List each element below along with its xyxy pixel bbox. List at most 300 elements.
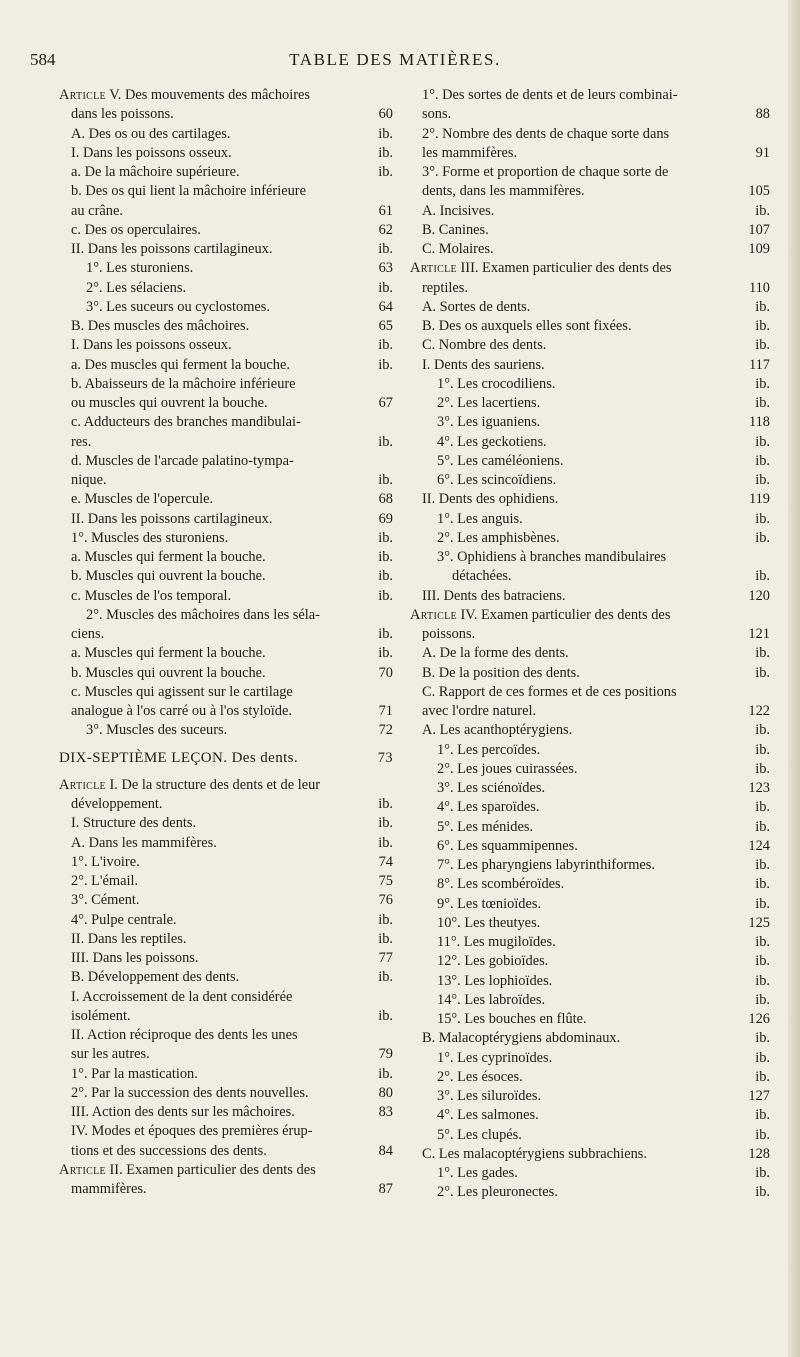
left-column bbox=[59, 86, 393, 1199]
entry-page-number: ib. bbox=[755, 298, 770, 315]
entry-text bbox=[59, 664, 393, 683]
entry-page-number: 119 bbox=[748, 491, 770, 508]
entry-title: tions et des successions des dents. bbox=[71, 1142, 267, 1159]
entry-title: IV. Examen particulier des dents des bbox=[456, 606, 671, 623]
entry-page-number: ib. bbox=[755, 1126, 770, 1143]
entry-text bbox=[59, 240, 393, 259]
toc-entry bbox=[410, 875, 770, 894]
entry-text bbox=[59, 891, 393, 910]
entry-page-number: ib. bbox=[755, 645, 770, 662]
entry-page-number: ib. bbox=[755, 1049, 770, 1066]
entry-page-number: 118 bbox=[748, 414, 770, 431]
entry-text bbox=[410, 86, 770, 105]
entry-text bbox=[410, 952, 770, 971]
entry-text bbox=[59, 606, 393, 625]
entry-title: III. Dents des batraciens. bbox=[422, 587, 566, 604]
toc-entry bbox=[410, 317, 770, 336]
toc-entry bbox=[59, 1103, 393, 1122]
entry-page-number: 87 bbox=[378, 1181, 393, 1197]
entry-page-number: ib. bbox=[378, 930, 393, 947]
entry-page-number: ib. bbox=[755, 664, 770, 681]
toc-entry bbox=[59, 336, 393, 355]
toc-entry bbox=[410, 394, 770, 413]
entry-text bbox=[410, 818, 770, 837]
toc-entry bbox=[59, 606, 393, 625]
entry-page-number: 71 bbox=[378, 703, 393, 719]
entry-title: 3°. Muscles des suceurs. bbox=[86, 722, 228, 739]
toc-entry bbox=[410, 144, 770, 163]
entry-text bbox=[59, 1045, 393, 1064]
entry-page-number: ib. bbox=[755, 529, 770, 546]
entry-title: 14°. Les labroïdes. bbox=[437, 991, 546, 1008]
toc-entry bbox=[410, 1164, 770, 1183]
entry-title: analogue à l'os carré ou à l'os styloïde. bbox=[71, 703, 292, 719]
entry-title: dents, dans les mammifères. bbox=[422, 183, 585, 200]
page-header bbox=[30, 50, 760, 78]
entry-page-number: 61 bbox=[378, 202, 393, 219]
toc-entry bbox=[410, 163, 770, 182]
toc-entry bbox=[59, 317, 393, 336]
entry-title: les mammifères. bbox=[422, 144, 518, 161]
entry-title: 1°. L'ivoire. bbox=[71, 853, 140, 870]
entry-title: 1°. Les percoïdes. bbox=[437, 741, 541, 758]
entry-page-number: 128 bbox=[748, 1145, 770, 1162]
entry-text bbox=[410, 1010, 770, 1029]
toc-entry bbox=[59, 510, 393, 529]
entry-title: 1°. Des sortes de dents et de leurs combinai- bbox=[422, 87, 678, 103]
entry-page-number: 126 bbox=[748, 1011, 770, 1027]
toc-entry bbox=[59, 1180, 393, 1199]
entry-text bbox=[410, 1126, 770, 1145]
entry-title: II. Action réciproque des dents les unes bbox=[71, 1027, 298, 1043]
entry-text bbox=[59, 988, 393, 1007]
entry-text bbox=[59, 394, 393, 413]
entry-title: III. Action des dents sur les mâchoires. bbox=[71, 1104, 295, 1120]
entry-title: 13°. Les lophioïdes. bbox=[437, 972, 553, 989]
entry-text bbox=[59, 587, 393, 606]
entry-text bbox=[59, 144, 393, 163]
entry-title: 12°. Les gobioïdes. bbox=[437, 953, 549, 970]
entry-title: C. Rapport de ces formes et de ces positions bbox=[422, 683, 677, 700]
entry-title: A. Incisives. bbox=[422, 202, 495, 219]
toc-entry bbox=[410, 413, 770, 432]
entry-title: IV. Modes et époques des premières érup- bbox=[71, 1123, 313, 1140]
toc-entry bbox=[410, 221, 770, 240]
entry-page-number: ib. bbox=[755, 1030, 770, 1047]
entry-title: B. Développement des dents. bbox=[71, 969, 240, 986]
entry-title: c. Muscles de l'os temporal. bbox=[71, 587, 232, 604]
toc-entry bbox=[59, 1026, 393, 1045]
entry-title: B. Des muscles des mâchoires. bbox=[71, 318, 250, 334]
entry-title: a. Des muscles qui ferment la bouche. bbox=[71, 356, 290, 373]
toc-entry bbox=[410, 972, 770, 991]
toc-entry bbox=[59, 1065, 393, 1084]
entry-text bbox=[59, 510, 393, 529]
entry-title: 3°. Les siluroïdes. bbox=[437, 1088, 542, 1104]
toc-entry bbox=[410, 1010, 770, 1029]
entry-text bbox=[59, 452, 393, 471]
entry-text bbox=[59, 413, 393, 432]
toc-entry bbox=[410, 202, 770, 221]
entry-text bbox=[410, 664, 770, 683]
toc-entry bbox=[59, 625, 393, 644]
toc-entry bbox=[410, 1049, 770, 1068]
entry-title: 3°. Forme et proportion de chaque sorte de bbox=[422, 164, 669, 180]
toc-entry bbox=[410, 779, 770, 798]
toc-entry bbox=[59, 587, 393, 606]
entry-text bbox=[59, 721, 393, 740]
entry-title: 3°. Cément. bbox=[71, 892, 140, 909]
entry-text bbox=[59, 433, 393, 452]
entry-page-number: ib. bbox=[378, 969, 393, 986]
entry-title: b. Des os qui lient la mâchoire inférieure bbox=[71, 183, 306, 200]
entry-text bbox=[410, 471, 770, 490]
entry-title: 1°. Les anguis. bbox=[437, 510, 523, 527]
entry-title: 5°. Les caméléoniens. bbox=[437, 452, 564, 469]
entry-page-number: 76 bbox=[378, 892, 393, 909]
entry-text bbox=[410, 298, 770, 317]
entry-page-number: ib. bbox=[755, 395, 770, 411]
entry-title: III. Examen particulier des dents des bbox=[456, 260, 672, 277]
entry-text bbox=[410, 1183, 770, 1202]
entry-title: B. Malacoptérygiens abdominaux. bbox=[422, 1030, 621, 1047]
article-heading bbox=[59, 86, 393, 105]
entry-title: 2°. Les pleuronectes. bbox=[437, 1184, 558, 1201]
entry-text bbox=[59, 1007, 393, 1026]
entry-page-number: 69 bbox=[378, 510, 393, 527]
entry-text bbox=[410, 510, 770, 529]
toc-entry bbox=[59, 968, 393, 987]
entry-text bbox=[410, 163, 770, 182]
entry-title: 2°. Les lacertiens. bbox=[437, 395, 541, 411]
entry-title: 2°. Les ésoces. bbox=[437, 1068, 523, 1085]
entry-title: 6°. Les squammipennes. bbox=[437, 837, 578, 854]
entry-title: sons. bbox=[422, 106, 452, 123]
entry-title: avec l'ordre naturel. bbox=[422, 703, 537, 719]
entry-title: 2°. Les amphisbènes. bbox=[437, 529, 560, 546]
entry-title: 8°. Les scombéroïdes. bbox=[437, 876, 565, 893]
toc-entry bbox=[410, 86, 770, 105]
toc-entry bbox=[59, 891, 393, 910]
entry-text bbox=[59, 1026, 393, 1045]
entry-title: A. Les acanthoptérygiens. bbox=[422, 722, 573, 739]
entry-text bbox=[410, 1049, 770, 1068]
entry-title: I. Dans les poissons osseux. bbox=[71, 144, 232, 161]
entry-page-number: ib. bbox=[755, 876, 770, 893]
entry-page-number: 125 bbox=[748, 914, 770, 931]
entry-text bbox=[410, 529, 770, 548]
entry-text bbox=[59, 298, 393, 317]
entry-title: B. Des os auxquels elles sont fixées. bbox=[422, 318, 632, 334]
entry-title: b. Muscles qui ouvrent la bouche. bbox=[71, 568, 266, 585]
entry-text bbox=[59, 1180, 393, 1199]
toc-entry bbox=[59, 814, 393, 833]
entry-page-number: ib. bbox=[378, 144, 393, 161]
entry-page-number: ib. bbox=[378, 568, 393, 585]
entry-page-number: ib. bbox=[755, 991, 770, 1008]
toc-entry bbox=[59, 240, 393, 259]
entry-text bbox=[59, 125, 393, 144]
entry-title: B. Canines. bbox=[422, 221, 489, 238]
entry-page-number: ib. bbox=[755, 972, 770, 989]
entry-text bbox=[410, 683, 770, 702]
toc-entry bbox=[59, 1142, 393, 1161]
entry-title: 2°. Par la succession des dents nouvelles. bbox=[71, 1084, 309, 1101]
toc-entry bbox=[410, 1106, 770, 1125]
entry-page-number: 70 bbox=[378, 664, 393, 681]
toc-entry bbox=[410, 356, 770, 375]
entry-text bbox=[410, 721, 770, 740]
entry-page-number: ib. bbox=[378, 1007, 393, 1024]
entry-page-number: ib. bbox=[755, 857, 770, 873]
entry-page-number: 80 bbox=[378, 1084, 393, 1101]
article-label: Article bbox=[59, 1161, 106, 1178]
entry-text bbox=[59, 834, 393, 853]
entry-page-number: 67 bbox=[378, 395, 393, 411]
entry-title: C. Molaires. bbox=[422, 241, 494, 257]
entry-text bbox=[59, 356, 393, 375]
entry-text bbox=[410, 105, 770, 124]
toc-entry bbox=[59, 702, 393, 721]
entry-page-number: ib. bbox=[378, 337, 393, 354]
entry-page-number: 79 bbox=[378, 1046, 393, 1063]
entry-page-number: 122 bbox=[748, 703, 770, 719]
entry-text bbox=[59, 529, 393, 548]
entry-page-number: ib. bbox=[755, 1068, 770, 1085]
entry-text bbox=[59, 202, 393, 221]
entry-title: 2°. Les joues cuirassées. bbox=[437, 760, 578, 777]
entry-page-number: 91 bbox=[755, 144, 770, 161]
toc-entry bbox=[410, 837, 770, 856]
entry-text bbox=[59, 86, 393, 105]
entry-page-number: ib. bbox=[755, 1107, 770, 1124]
entry-page-number: 109 bbox=[748, 241, 770, 257]
toc-entry bbox=[410, 914, 770, 933]
toc-entry bbox=[410, 490, 770, 509]
toc-entry bbox=[410, 125, 770, 144]
toc-entry bbox=[410, 1145, 770, 1164]
entry-title: B. De la position des dents. bbox=[422, 664, 580, 681]
entry-text bbox=[410, 452, 770, 471]
toc-entry bbox=[410, 529, 770, 548]
entry-title: I. Structure des dents. bbox=[71, 815, 197, 832]
entry-text bbox=[410, 741, 770, 760]
entry-text bbox=[410, 798, 770, 817]
toc-entry bbox=[410, 375, 770, 394]
toc-entry bbox=[59, 548, 393, 567]
entry-text bbox=[59, 182, 393, 201]
entry-title: c. Muscles qui agissent sur le cartilage bbox=[71, 683, 293, 700]
entry-page-number: 72 bbox=[378, 722, 393, 739]
entry-text bbox=[59, 221, 393, 240]
entry-page-number: ib. bbox=[378, 125, 393, 142]
entry-text bbox=[410, 433, 770, 452]
entry-page-number: ib. bbox=[378, 241, 393, 257]
entry-text bbox=[410, 625, 770, 644]
article-heading bbox=[59, 1161, 393, 1180]
entry-title: V. Des mouvements des mâchoires bbox=[105, 87, 310, 103]
entry-page-number: ib. bbox=[755, 760, 770, 777]
entry-text bbox=[410, 221, 770, 240]
entry-title: 1°. Les gades. bbox=[437, 1165, 518, 1181]
entry-page-number: ib. bbox=[755, 741, 770, 758]
running-title: TABLE DES MATIÈRES. bbox=[289, 50, 501, 69]
toc-entry bbox=[59, 567, 393, 586]
article-label: Article bbox=[59, 87, 106, 103]
toc-entry bbox=[59, 163, 393, 182]
entry-title: e. Muscles de l'opercule. bbox=[71, 491, 214, 508]
entry-page-number: 73 bbox=[377, 749, 393, 766]
toc-entry bbox=[59, 433, 393, 452]
entry-page-number: ib. bbox=[378, 529, 393, 546]
toc-entry bbox=[59, 529, 393, 548]
entry-title: 5°. Les ménides. bbox=[437, 818, 534, 835]
entry-page-number: ib. bbox=[378, 815, 393, 832]
entry-title: I. Dans les poissons osseux. bbox=[71, 337, 232, 354]
entry-text bbox=[59, 872, 393, 891]
toc-entry bbox=[59, 490, 393, 509]
toc-entry bbox=[59, 664, 393, 683]
entry-title: sur les autres. bbox=[71, 1046, 150, 1063]
entry-text bbox=[59, 930, 393, 949]
entry-page-number: ib. bbox=[755, 375, 770, 392]
entry-page-number: 62 bbox=[378, 221, 393, 238]
entry-page-number: 107 bbox=[748, 221, 770, 238]
entry-text bbox=[59, 490, 393, 509]
toc-entry bbox=[59, 834, 393, 853]
entry-page-number: 74 bbox=[378, 853, 393, 870]
entry-text bbox=[59, 949, 393, 968]
entry-page-number: ib. bbox=[755, 337, 770, 354]
entry-title: 11°. Les mugiloïdes. bbox=[437, 934, 556, 950]
entry-text bbox=[410, 1145, 770, 1164]
entry-text bbox=[59, 968, 393, 987]
entry-title: C. Les malacoptérygiens subbrachiens. bbox=[422, 1145, 647, 1162]
toc-entry bbox=[410, 625, 770, 644]
entry-text bbox=[410, 202, 770, 221]
article-label: Article bbox=[410, 606, 457, 623]
entry-title: ciens. bbox=[71, 626, 105, 642]
entry-text bbox=[410, 587, 770, 606]
entry-page-number: 105 bbox=[748, 183, 770, 200]
entry-page-number: ib. bbox=[378, 164, 393, 180]
entry-page-number: 65 bbox=[378, 318, 393, 334]
entry-page-number: ib. bbox=[378, 645, 393, 662]
entry-text bbox=[410, 856, 770, 875]
entry-page-number: ib. bbox=[378, 472, 393, 488]
entry-page-number: ib. bbox=[755, 934, 770, 950]
entry-title: DIX-SEPTIÈME LEÇON. Des dents. bbox=[59, 749, 299, 766]
entry-title: 2°. Nombre des dents de chaque sorte dans bbox=[422, 125, 670, 142]
entry-text bbox=[410, 356, 770, 375]
entry-text bbox=[410, 279, 770, 298]
entry-page-number: ib. bbox=[755, 202, 770, 219]
entry-title: 1°. Par la mastication. bbox=[71, 1065, 198, 1082]
toc-entry bbox=[59, 949, 393, 968]
toc-entry bbox=[59, 683, 393, 702]
entry-title: 3°. Les iguaniens. bbox=[437, 414, 541, 431]
toc-entry bbox=[59, 1045, 393, 1064]
entry-title: I. Dents des sauriens. bbox=[422, 356, 545, 373]
lesson-heading bbox=[59, 749, 393, 768]
entry-text bbox=[410, 144, 770, 163]
entry-title: a. Muscles qui ferment la bouche. bbox=[71, 645, 266, 662]
toc-entry bbox=[410, 452, 770, 471]
entry-title: d. Muscles de l'arcade palatino-tympa- bbox=[71, 452, 294, 469]
toc-entry bbox=[410, 336, 770, 355]
entry-page-number: 120 bbox=[748, 587, 770, 604]
entry-text bbox=[59, 795, 393, 814]
entry-title: 4°. Les salmones. bbox=[437, 1107, 539, 1124]
toc-entry bbox=[410, 664, 770, 683]
toc-entry bbox=[410, 1068, 770, 1087]
entry-page-number: ib. bbox=[755, 1184, 770, 1201]
toc-entry bbox=[410, 760, 770, 779]
entry-text bbox=[59, 548, 393, 567]
toc-entry bbox=[410, 933, 770, 952]
entry-page-number: 124 bbox=[748, 837, 770, 854]
entry-page-number: ib. bbox=[755, 895, 770, 912]
toc-entry bbox=[410, 567, 770, 586]
entry-title: II. Examen particulier des dents des bbox=[105, 1161, 316, 1178]
toc-entry bbox=[59, 356, 393, 375]
entry-text bbox=[59, 1084, 393, 1103]
toc-entry bbox=[59, 644, 393, 663]
entry-page-number: ib. bbox=[755, 318, 770, 334]
entry-text bbox=[410, 702, 770, 721]
page-edge bbox=[788, 0, 800, 1357]
entry-title: A. Sortes de dents. bbox=[422, 298, 531, 315]
entry-page-number: 68 bbox=[378, 491, 393, 508]
entry-page-number: ib. bbox=[755, 953, 770, 970]
article-heading bbox=[410, 259, 770, 278]
entry-page-number: ib. bbox=[755, 433, 770, 450]
toc-entry bbox=[59, 911, 393, 930]
entry-title: res. bbox=[71, 433, 92, 450]
entry-title: a. Muscles qui ferment la bouche. bbox=[71, 549, 266, 565]
entry-page-number: ib. bbox=[755, 799, 770, 816]
toc-entry bbox=[59, 125, 393, 144]
entry-title: A. Dans les mammifères. bbox=[71, 834, 217, 851]
entry-text bbox=[410, 240, 770, 259]
toc-entry bbox=[410, 433, 770, 452]
toc-entry bbox=[410, 298, 770, 317]
entry-text bbox=[59, 259, 393, 278]
article-heading bbox=[410, 606, 770, 625]
entry-text bbox=[59, 776, 393, 795]
entry-text bbox=[410, 548, 770, 567]
toc-entry bbox=[410, 1183, 770, 1202]
entry-title: 1°. Les crocodiliens. bbox=[437, 375, 556, 392]
entry-title: 4°. Pulpe centrale. bbox=[71, 911, 177, 928]
entry-title: 2°. L'émail. bbox=[71, 873, 139, 889]
entry-title: 10°. Les theutyes. bbox=[437, 914, 541, 931]
toc-entry bbox=[410, 1126, 770, 1145]
toc-entry bbox=[410, 279, 770, 298]
entry-page-number: ib. bbox=[378, 549, 393, 565]
entry-text bbox=[59, 317, 393, 336]
toc-entry bbox=[59, 795, 393, 814]
entry-title: c. Adducteurs des branches mandibulai- bbox=[71, 414, 301, 431]
toc-entry bbox=[410, 240, 770, 259]
toc-entry bbox=[410, 644, 770, 663]
entry-title: 2°. Muscles des mâchoires dans les séla- bbox=[86, 606, 320, 623]
toc-entry bbox=[410, 991, 770, 1010]
toc-entry bbox=[410, 471, 770, 490]
entry-title: II. Dents des ophidiens. bbox=[422, 491, 559, 508]
entry-text bbox=[410, 182, 770, 201]
entry-title: C. Nombre des dents. bbox=[422, 337, 547, 354]
